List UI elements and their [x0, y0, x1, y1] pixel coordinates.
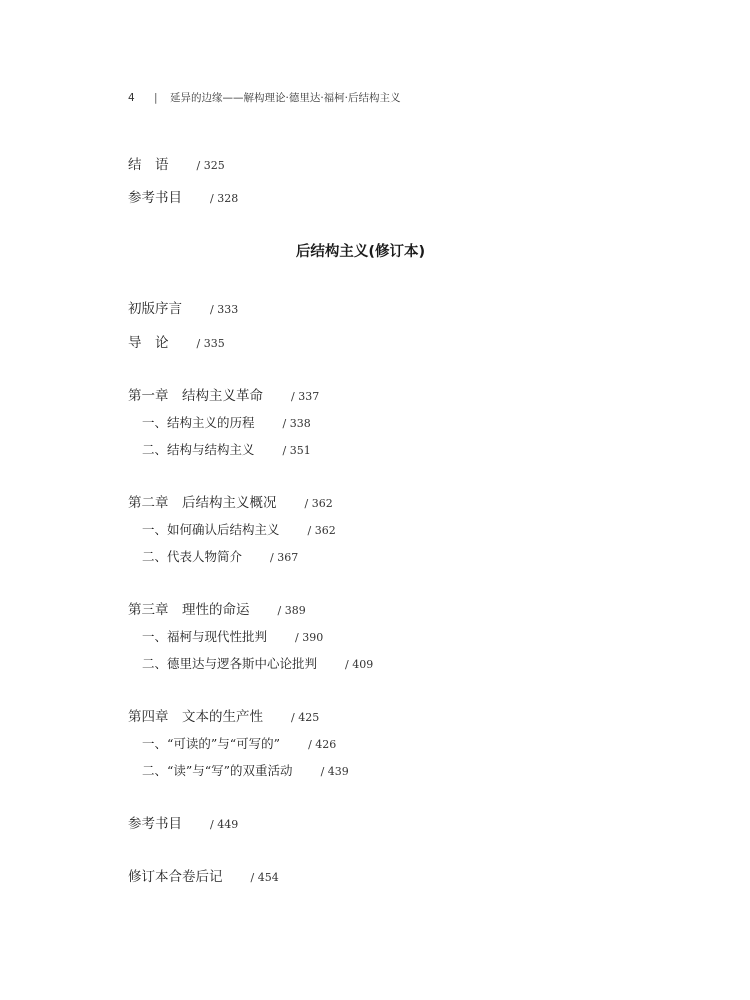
toc-entry-page: / 367 — [270, 551, 299, 564]
header-page-number: 4 — [128, 92, 135, 104]
toc-entry-title: 参考书目 — [128, 190, 182, 206]
toc-entry-title: 第三章 理性的命运 — [128, 602, 250, 618]
toc-section[interactable] — [142, 521, 336, 540]
toc-chapter[interactable] — [128, 387, 319, 406]
toc-entry-page: / 337 — [291, 390, 320, 403]
toc-entry-title: 第一章 结构主义革命 — [128, 388, 263, 404]
toc-entry-page: / 389 — [277, 604, 306, 617]
toc-entry-page: / 335 — [196, 337, 225, 350]
toc-section[interactable] — [142, 441, 311, 460]
header-book-title: 延异的边缘——解构理论·德里达·福柯·后结构主义 — [170, 92, 401, 104]
toc-section[interactable] — [142, 548, 298, 567]
toc-entry-title: 一、结构主义的历程 — [142, 415, 255, 430]
toc-entry-title: 修订本合卷后记 — [128, 869, 223, 885]
toc-entry[interactable] — [128, 156, 225, 175]
toc-entry[interactable] — [128, 300, 238, 319]
toc-entry-page: / 454 — [250, 871, 279, 884]
part-title: 后结构主义(修订本) — [295, 244, 426, 260]
toc-entry-page: / 390 — [295, 631, 324, 644]
toc-entry-title: 结 语 — [128, 157, 169, 173]
header-separator: | — [154, 92, 158, 104]
toc-entry-page: / 351 — [282, 444, 311, 457]
toc-entry-title: 二、结构与结构主义 — [142, 442, 255, 457]
toc-entry-page: / 328 — [210, 192, 239, 205]
toc-entry-page: / 426 — [308, 738, 337, 751]
toc-section[interactable] — [142, 628, 323, 647]
toc-entry-title: 一、如何确认后结构主义 — [142, 522, 280, 537]
toc-chapter[interactable] — [128, 601, 306, 620]
toc-entry-title: 第二章 后结构主义概况 — [128, 495, 277, 511]
toc-section[interactable] — [142, 655, 373, 674]
toc-entry-title: 二、德里达与逻各斯中心论批判 — [142, 656, 318, 671]
toc-entry-title: 一、福柯与现代性批判 — [142, 629, 268, 644]
toc-entry-page: / 409 — [345, 658, 374, 671]
toc-section[interactable] — [142, 735, 336, 754]
running-header — [128, 91, 401, 105]
toc-entry-title: 二、“读”与“写”的双重活动 — [142, 763, 293, 778]
toc-entry-page: / 338 — [282, 417, 311, 430]
toc-entry-page: / 449 — [210, 818, 239, 831]
toc-entry[interactable] — [128, 334, 225, 353]
toc-section[interactable] — [142, 762, 349, 781]
toc-entry-page: / 439 — [320, 765, 349, 778]
toc-chapter[interactable] — [128, 494, 333, 513]
toc-entry[interactable] — [128, 815, 238, 834]
toc-entry-title: 导 论 — [128, 335, 169, 351]
toc-entry-title: 初版序言 — [128, 301, 182, 317]
toc-chapter[interactable] — [128, 708, 319, 727]
toc-entry-page: / 362 — [304, 497, 333, 510]
toc-entry-title: 第四章 文本的生产性 — [128, 709, 263, 725]
toc-entry-title: 二、代表人物简介 — [142, 549, 243, 564]
toc-entry-page: / 325 — [196, 159, 225, 172]
toc-entry[interactable] — [128, 868, 279, 887]
toc-section[interactable] — [142, 414, 311, 433]
toc-entry-page: / 333 — [210, 303, 239, 316]
toc-entry-title: 一、“可读的”与“可写的” — [142, 736, 281, 751]
toc-entry-page: / 425 — [291, 711, 320, 724]
toc-entry-title: 参考书目 — [128, 816, 182, 832]
toc-entry-page: / 362 — [307, 524, 336, 537]
toc-entry[interactable] — [128, 189, 238, 208]
